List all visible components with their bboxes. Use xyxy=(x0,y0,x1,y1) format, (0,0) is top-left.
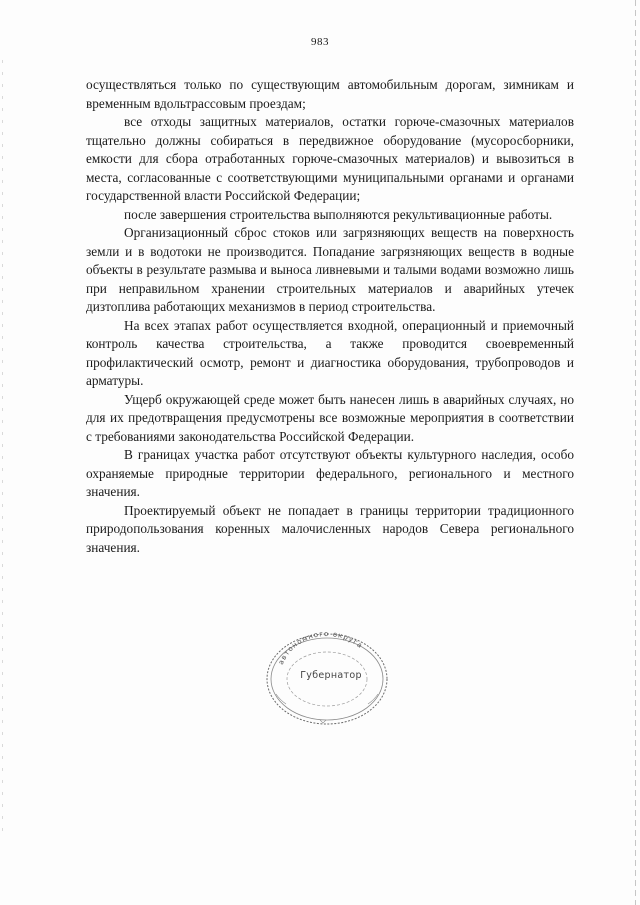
scan-edge-right xyxy=(635,0,636,905)
paragraph-8: Проектируемый объект не попадает в границы территории традиционного природопользования коренных малочисленных народов Севера регионального значения. xyxy=(86,502,574,555)
seal-center-text: Губернатор xyxy=(300,670,362,681)
paragraph-2: все отходы защитных материалов, остатки горюче-смазочных материалов тщательно должны собираться в передвижное оборудование (мусоросборники, емкости для сбора отработанных горюче-смазочных материалов) и вывозиться в места, согласованные с соответствующими муниципальными органами и органами государственной власти Российской Федерации; xyxy=(86,114,574,203)
paragraph-7: В границах участка работ отсутствуют объекты культурного наследия, особо охраняемые природные территории федерального, регионального и местного значения. xyxy=(86,447,574,499)
paragraph-4: Организационный сброс стоков или загрязняющих веществ на поверхность земли и в водотоки не производится. Попадание загрязняющих веществ в водные объекты в результате размыва и выноса ливневыми и талыми водами возможно лишь при неправильном хранении строительных материалов и аварийных утечек дизтоплива работающих механизмов в период строительства. xyxy=(86,225,574,314)
body-text xyxy=(86,76,574,557)
paragraph-5: На всех этапах работ осуществляется входной, операционный и приемочный контроль качества строительства, а также проводится своевременный профилактический осмотр, ремонт и диагностика оборудования, трубопроводов и арматуры. xyxy=(86,317,574,388)
paragraph-1: осуществляться только по существующим автомобильным дорогам, зимникам и временным вдольтрассовым проездам; xyxy=(86,77,574,111)
seal-ring-text: автономного округа xyxy=(276,632,365,666)
official-seal xyxy=(262,632,392,727)
paragraph-3: после завершения строительства выполняются рекультивационные работы. xyxy=(124,206,553,222)
page-number: 983 xyxy=(311,36,329,48)
paragraph-6: Ущерб окружающей среде может быть нанесен лишь в аварийных случаях, но для их предотвращения предусмотрены все возможные мероприятия в соответствии с требованиями законодательства Российской Федерации. xyxy=(86,391,574,444)
scan-edge-left xyxy=(2,60,3,840)
svg-text:автономного округа xyxy=(277,632,364,666)
